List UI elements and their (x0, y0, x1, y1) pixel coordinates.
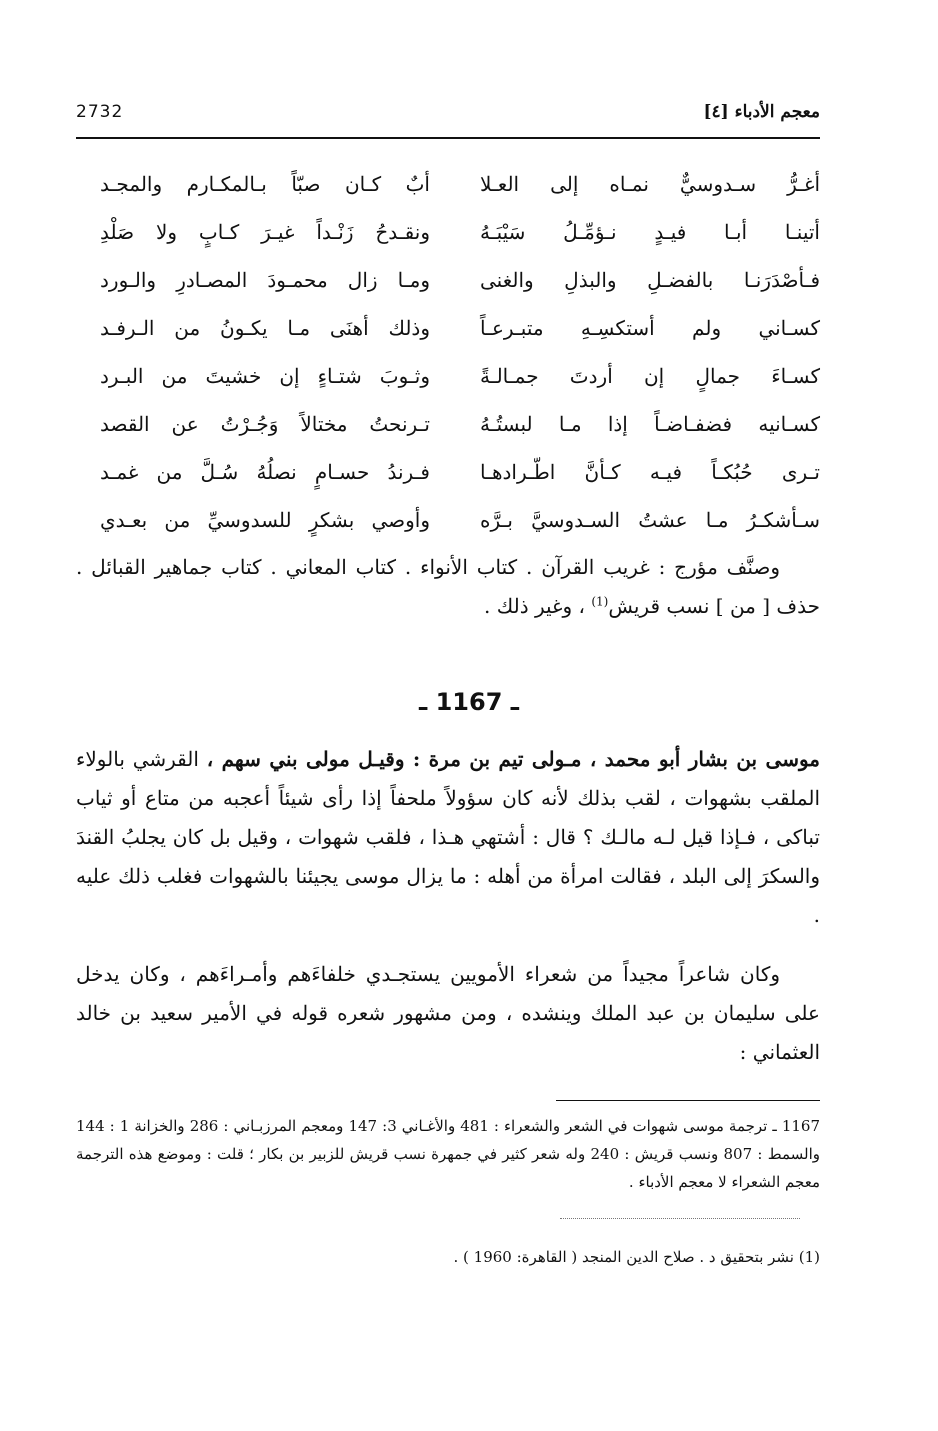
entry-name: موسى بن بشار أبو محمد ، مـولى تيم بن مرة : وقيـل مولى بني سهم ، (206, 747, 821, 771)
verse (100, 268, 820, 316)
verse-second-hemistich: وثـوبَ شتـاءٍ إن خشيتَ من البـرد (100, 364, 430, 388)
verse (100, 316, 820, 364)
verse (100, 220, 820, 268)
verse (100, 364, 820, 412)
source-footnote: 1167 ـ ترجمة موسى شهوات في الشعر والشعراء : 481 والأغـاني 3: 147 ومعجم المرزبـاني : 286 والخزانة 1 : 144 والسمط : 807 ونسب قريش : 240 وله شعر كثير في جمهرة نسب قريش للزبير بن بكار ؛ قلت : وموضع هذه الترجمة معجم الشعراء لا معجم الأدباء . (76, 1117, 821, 1191)
biography-paragraph (76, 740, 820, 935)
verse-first-hemistich: كسـانيه فضفـاضـاً إذا مـا لبستُـهُ (480, 412, 820, 436)
verse-first-hemistich: أغـرُّ سـدوسيٌّ نمـاه إلى العـلا (480, 172, 820, 196)
verse-first-hemistich: كسـاني ولم أستكسِـهِ متبـرعـاً (480, 316, 820, 340)
footnote-divider (560, 1218, 800, 1219)
verse-first-hemistich: تـرى حُبُكـاً فيـه كـأنَّ اطّـرادهـا (480, 460, 820, 484)
verse-first-hemistich: أتينـا أبـا فيـدٍ نـؤمِّـلُ سَيْبَـهُ (480, 220, 820, 244)
works-paragraph (76, 548, 820, 626)
works-tail: ، وغير ذلك . (484, 594, 592, 618)
poem (100, 172, 820, 556)
running-title: معجم الأدباء [٤] (703, 102, 820, 122)
biography-text: القرشي بالولاء الملقب بشهوات ، لقب بذلك لأنه كان سؤولاً ملحفاً إذا رأى شيئاً أعجبه من متاع أو ثياب تباكى ، فـإذا قيل لـه مالـك ؟ قال : أشتهي هـذا ، فلقب شهوات ، وقيل بل كان يجلبُ القندَ والسكرَ إلى البلد ، فقالت امرأة من أهله : ما يزال موسى يجيئنا بالشهوات فغلب ذلك عليه . (76, 747, 821, 927)
footnote-ref[interactable]: (1) (591, 594, 609, 609)
verse-second-hemistich: ومـا زال محمـودَ المصـادرِ والـورد (100, 268, 430, 292)
verse-first-hemistich: سـأشكـرُ مـا عشتُ السـدوسيَّ بـرَّه (480, 508, 820, 532)
header-rule (76, 137, 820, 139)
verse-second-hemistich: أبٌ كـان صبّاً بـالمكـارم والمجـد (100, 172, 430, 196)
verse-second-hemistich: وأوصي بشكرٍ للسدوسيِّ من بعـدي (100, 508, 430, 532)
verse-second-hemistich: تـرنحتُ مختالاً وَجُـرْتُ عن القصد (100, 412, 430, 436)
page-header (76, 98, 820, 138)
poetry-intro-paragraph: وكان شاعراً مجيداً من شعراء الأمويين يستجـدي خلفاءَهم وأمـراءَهم ، وكان يدخل على سليمان بن عبد الملك وينشده ، ومن مشهور شعره قوله في الأمير سعيد بن خالد العثماني : (76, 962, 820, 1064)
works-text: وصنَّف مؤرج : غريب القرآن . كتاب الأنواء . كتاب المعاني . كتاب جماهير القبائل . حذف [ من ] نسب قريش (76, 555, 820, 618)
verse-first-hemistich: فـأصْدَرَنـا بالفضـلِ والبذلِ والغنى (480, 268, 820, 292)
page-number: 2732 (76, 102, 124, 122)
verse-first-hemistich: كسـاءَ جمالٍ إن أردتَ جمـالـةً (480, 364, 820, 388)
verse-second-hemistich: ونقـدحُ زَنْـداً غيـرَ كـابٍ ولا صَلْدِ (100, 220, 430, 244)
footnote-1: (1) نشر بتحقيق د . صلاح الدين المنجد ( القاهرة: 1960 ) . (453, 1248, 820, 1266)
footnote-rule (556, 1100, 820, 1101)
verse-second-hemistich: وذلك أهنَى مـا يكـونُ من الـرفـد (100, 316, 430, 340)
verse (100, 460, 820, 508)
verse (100, 172, 820, 220)
verse (100, 412, 820, 460)
entry-number: ـ 1167 ـ (419, 688, 519, 716)
verse-second-hemistich: فـرندُ حسـامٍ نصلُهُ سُـلَّ من غمـد (100, 460, 430, 484)
